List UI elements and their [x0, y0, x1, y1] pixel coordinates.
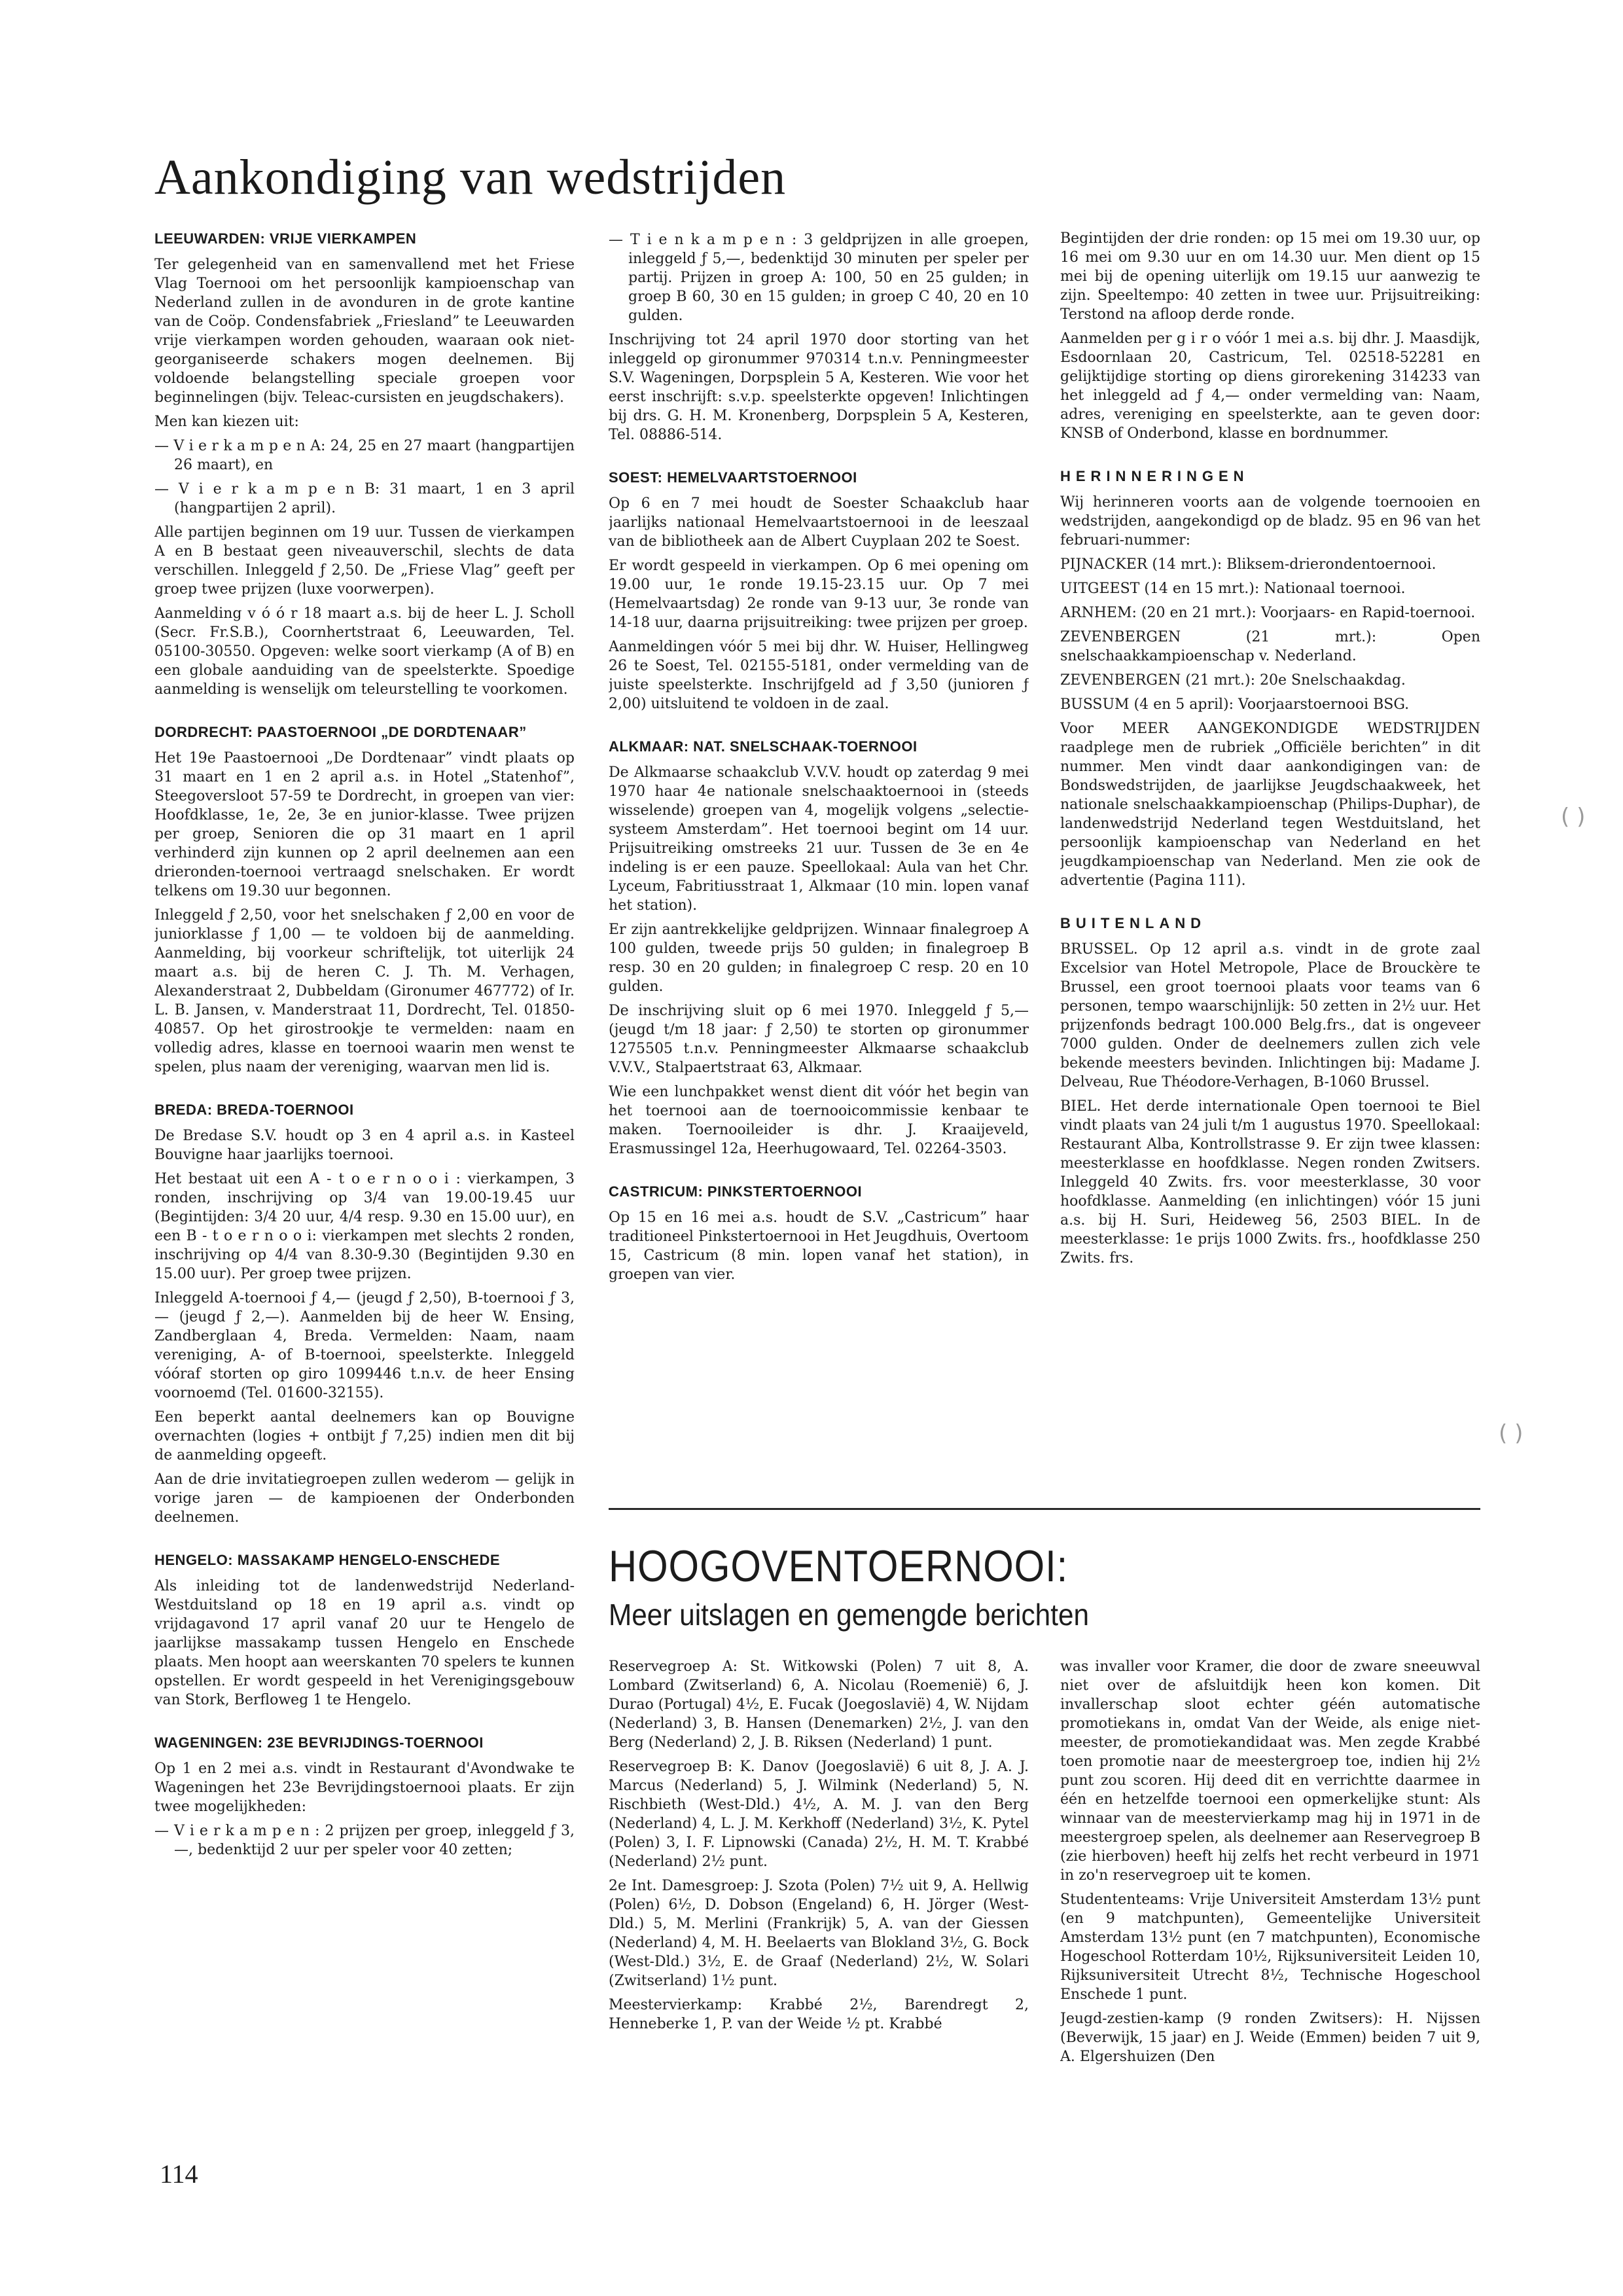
section-heading: HENGELO: MASSAKAMP HENGELO-ENSCHEDE — [154, 1552, 501, 1568]
paragraph: Reservegroep A: St. Witkowski (Polen) 7 uit 8, A. Lombard (Zwitserland) 6, A. Nicolau (Roemenië) 6, J. Durao (Portugal) 4½, E. Fucak (Joegoslavië) 4, W. Nijdam (Nederland) 3, B. Hansen (Denemarken) 2½, J. van den Berg (Nederland) 2, J. B. Riksen (Nederland) 1 punt. — [609, 1659, 1029, 1751]
paragraph: Inschrijving tot 24 april 1970 door storting van het inleggeld op gironummer 970314 t.n.v. Penningmeester S.V. Wageningen, Dorpsplein 5 A, Kesteren. Wie voor het eerst inschrijft: s.v.p. speelsterkte opgeven! Inlichtingen bij drs. G. H. M. Kronenberg, Dorpsplein 5 A, Kesteren, Tel. 08886-514. — [609, 332, 1029, 443]
section-heading: CASTRICUM: PINKSTERTOERNOOI — [609, 1183, 863, 1200]
article-section — [1060, 914, 1480, 1268]
section-divider — [609, 1508, 1480, 1510]
paragraph: ZEVENBERGEN (21 mrt.): Open snelschaakkampioenschap v. Nederland. — [1060, 629, 1480, 664]
article-section — [609, 1657, 1029, 2034]
paragraph: Aanmelding v ó ó r 18 maart a.s. bij de heer L. J. Scholl (Secr. Fr.S.B.), Coornhertstraat 6, Leeuwarden, Tel. 05100-30550. Opgeven: welke soort vierkamp (A of B) en een globale aanduiding van de speelsterkte. Spoedige aanmelding is wenselijk om teleurstelling te voorkomen. — [154, 605, 575, 698]
article-section — [154, 1551, 575, 1710]
paragraph: Er wordt gespeeld in vierkampen. Op 6 mei opening om 19.00 uur, 1e ronde 19.15-23.15 uur. Op 7 mei (Hemelvaartsdag) 2e ronde van 9-13 uur, 3e ronde van 14-18 uur, daarna prijsuitreiking: twee prijzen per groep. — [609, 558, 1029, 631]
section-heading: BREDA: BREDA-TOERNOOI — [154, 1102, 354, 1118]
hoogoven-subtitle: Meer uitslagen en gemengde berichten — [609, 1598, 1090, 1632]
paragraph: — V i e r k a m p e n : 2 prijzen per groep, inleggeld ƒ 3,—, bedenktijd 2 uur per speler voor 40 zetten; — [154, 1823, 575, 1858]
page-number: 114 — [160, 2159, 198, 2189]
paragraph: De Bredase S.V. houdt op 3 en 4 april a.s. in Kasteel Bouvigne haar jaarlijks toernooi. — [154, 1128, 575, 1163]
paragraph: Op 6 en 7 mei houdt de Soester Schaakclub haar jaarlijks nationaal Hemelvaartstoernooi in de leeszaal van de bibliotheek aan de Albert Cuyplaan 202 te Soest. — [609, 495, 1029, 550]
article-section — [1060, 467, 1480, 890]
paragraph: — T i e n k a m p e n : 3 geldprijzen in alle groepen, inleggeld ƒ 5,—, bedenktijd 30 minuten per speler per partij. Prijzen in groep A: 100, 50 en 25 gulden; in groep B 60, 30 en 15 gulden; in groep C 40, 20 en 10 gulden. — [609, 232, 1029, 324]
paragraph: Voor MEER AANGEKONDIGDE WEDSTRIJDEN raadplege men de rubriek „Officiële berichten” in dit nummer. Men vindt daar aankondigingen van: de Bondswedstrijden, de jaarlijkse Jeugdschaakweek, het nationale snelschaakkampioenschap (Philips-Duphar), de landenwedstrijd Nederland tegen Westduitsland, het persoonlijk kampioenschap van Nederland en het jeugdkampioenschap van Nederland. Men zie ook de advertentie (Pagina 111). — [1060, 721, 1480, 889]
hoogoven-column-1 — [609, 1657, 1029, 2194]
paragraph: Men kan kiezen uit: — [154, 414, 299, 430]
paragraph: Op 15 en 16 mei a.s. houdt de S.V. „Castricum” haar traditioneel Pinkstertoernooi in Het Jeugdhuis, Overtoom 15, Castricum (8 min. lopen vanaf het station), in groepen van vier. — [609, 1210, 1029, 1283]
article-section — [1060, 1657, 1480, 2066]
paragraph: Begintijden der drie ronden: op 15 mei om 19.30 uur, op 16 mei om 9.30 uur en om 14.30 uur. Men dient op 15 mei bij de opening uiterlijk om 19.15 uur aanwezig te zijn. Speeltempo: 40 zetten in twee uur. Prijsuitreiking: Terstond na afloop derde ronde. — [1060, 230, 1480, 323]
paragraph: Inleggeld ƒ 2,50, voor het snelschaken ƒ 2,00 en voor de juniorklasse ƒ 1,00 — te voldoen bij de aanmelding. Aanmelding, bij voorkeur schriftelijk, tot uiterlijk 24 maart a.s. bij de heren C. J. Th. M. Verhagen, Alexanderstraat 2, Dubbeldam (Gironumer 467772) of Ir. L. B. Jansen, v. Manderstraat 11, Dordrecht, Tel. 01850-40857. Op het girostrookje te vermelden: naam en volledig adres, klasse en toernooi waarin men wenst te spelen, plus naam der vereniging, waarvan men lid is. — [154, 907, 575, 1075]
article-section — [154, 229, 575, 699]
column-2 — [609, 230, 1029, 1533]
paragraph: — V i e r k a m p e n A: 24, 25 en 27 maart (hangpartijen 26 maart), en — [154, 438, 575, 473]
paragraph: Een beperkt aantal deelnemers kan op Bouvigne overnachten (logies + ontbijt ƒ 7,25) indien men dit bij de aanmelding opgeeft. — [154, 1409, 575, 1463]
article-section — [154, 1733, 575, 1859]
paragraph: Aan de drie invitatiegroepen zullen wederom — gelijk in vorige jaren — de kampioenen der Onderbonden deelnemen. — [154, 1471, 575, 1526]
hoogoven-title: HOOGOVENTOERNOOI: — [609, 1541, 1069, 1591]
paragraph: Aanmelden per g i r o vóór 1 mei a.s. bij dhr. J. Maasdijk, Esdoornlaan 20, Castricum, Tel. 02518-52281 en gelijktijdige storting op diens girorekening 314233 van het inleggeld ad ƒ 4,— onder vermelding van: Naam, adres, vereniging en speelsterkte, aan te geven door: KNSB of Onderbond, klasse en bordnummer. — [1060, 331, 1480, 442]
hoogoven-column-2 — [1060, 1657, 1480, 2194]
section-heading: HERINNERINGEN — [1060, 468, 1249, 484]
paragraph: Wie een lunchpakket wenst dient dit vóór het begin van het toernooi aan de toernooicommissie kenbaar te maken. Toernooileider is dhr. J. Kraaijeveld, Erasmussingel 12a, Heerhugowaard, Tel. 02264-3503. — [609, 1084, 1029, 1157]
paragraph: Wij herinneren voorts aan de volgende toernooien en wedstrijden, aangekondigd op de bladz. 95 en 96 van het februari-nummer: — [1060, 494, 1480, 548]
margin-mark: ( ) — [1561, 804, 1586, 830]
article-section — [609, 230, 1029, 444]
paragraph: BIEL. Het derde internationale Open toernooi te Biel vindt plaats van 24 juli t/m 1 augustus 1970. Speellokaal: Restaurant Alba, Kontrollstrasse 9. Er zijn twee klassen: meesterklasse en hoofdklasse. Negen ronden Zwitsers. Inleggeld 40 Zwits. frs. voor meesterklasse, 30 voor hoofdklasse. Aanmelding (en inlichtingen) vóór 15 juni a.s. bij H. Suri, Heideweg 56, 2503 BIEL. In de meesterklasse: 1e prijs 1000 Zwits. frs., hoofdklasse 250 Zwits. frs. — [1060, 1098, 1480, 1266]
column-3 — [1060, 229, 1480, 1338]
section-heading: BUITENLAND — [1060, 915, 1206, 931]
paragraph: Het bestaat uit een A - t o e r n o o i : vierkampen, 3 ronden, inschrijving op 3/4 van 19.00-19.45 uur (Begintijden: 3/4 20 uur, 4/4 resp. 9.30 en 15.00 uur), en een B - t o e r n o o i: vierkampen met slechts 2 ronden, inschrijving op 4/4 van 8.30-9.30 (Begintijden 9.30 en 15.00 uur). Per groep twee prijzen. — [154, 1171, 575, 1282]
paragraph: ZEVENBERGEN (21 mrt.): 20e Snelschaakdag. — [1060, 672, 1406, 689]
paragraph: BRUSSEL. Op 12 april a.s. vindt in de grote zaal Excelsior van Hotel Metropole, Place de Brouckère te Brussel, een groot toernooi plaats voor teams van 6 personen, tempo waarschijnlijk: 50 zetten in 2½ uur. Het prijzenfonds bedragt 100.000 Belg.frs., dat is ongeveer 7000 gulden. Onder de deelnemers zullen zich vele bekende meesters bevinden. Inlichtingen bij: Madame J. Delveau, Rue Théodore-Verhagen, B-1060 Brussel. — [1060, 941, 1480, 1090]
section-heading: LEEUWARDEN: VRIJE VIERKAMPEN — [154, 230, 417, 247]
paragraph: Op 1 en 2 mei a.s. vindt in Restaurant d'Avondwake te Wageningen het 23e Bevrijdingstoernooi plaats. Er zijn twee mogelijkheden: — [154, 1761, 575, 1815]
paragraph: Er zijn aantrekkelijke geldprijzen. Winnaar finalegroep A 100 gulden, tweede prijs 50 gulden; in finalegroep B resp. 30 en 20 gulden; in finalegroep C resp. 20 en 10 gulden. — [609, 922, 1029, 995]
paragraph: ARNHEM: (20 en 21 mrt.): Voorjaars- en Rapid-toernooi. — [1060, 605, 1476, 621]
paragraph: Alle partijen beginnen om 19 uur. Tussen de vierkampen A en B bestaat geen niveauverschil, slechts de data verschillen. Inleggeld ƒ 2,50. De „Friese Vlag” geeft per groep twee prijzen (luxe voorwerpen). — [154, 524, 575, 598]
section-heading: SOEST: HEMELVAARTSTOERNOOI — [609, 469, 857, 486]
paragraph: — V i e r k a m p e n B: 31 maart, 1 en 3 april (hangpartijen 2 april). — [154, 481, 575, 516]
section-heading: DORDRECHT: PAASTOERNOOI „DE DORDTENAAR” — [154, 724, 527, 740]
paragraph: UITGEEST (14 en 15 mrt.): Nationaal toernooi. — [1060, 581, 1406, 597]
paragraph: Jeugd-zestien-kamp (9 ronden Zwitsers): H. Nijssen (Beverwijk, 15 jaar) en J. Weide (Emmen) beiden 7 uit 9, A. Elgershuizen (Den — [1060, 2011, 1480, 2065]
article-section — [154, 723, 575, 1077]
paragraph: De inschrijving sluit op 6 mei 1970. Inleggeld ƒ 5,— (jeugd t/m 18 jaar: ƒ 2,50) te storten op gironummer 1275505 t.n.v. Penningmeester Alkmaarse schaakclub V.V.V., Stalpaertstraat 63, Alkmaar. — [609, 1003, 1029, 1076]
paragraph: Het 19e Paastoernooi „De Dordtenaar” vindt plaats op 31 maart en 1 en 2 april a.s. in Hotel „Statenhof”, Steegoversloot 57-59 te Dordrecht, in groepen van vier: Hoofdklasse, 1e, 2e, 3e en junior-klasse. Twee prijzen per groep, Senioren die op 31 maart en 1 april verhinderd zijn kunnen op 2 april deelnemen aan een drieronden-toernooi vertraagd snelschaken. Er wordt telkens om 19.30 uur begonnen. — [154, 750, 575, 899]
paragraph: Meestervierkamp: Krabbé 2½, Barendregt 2, Henneberke 1, P. van der Weide ½ pt. Krabbé — [609, 1997, 1029, 2032]
section-heading: WAGENINGEN: 23E BEVRIJDINGS-TOERNOOI — [154, 1734, 484, 1751]
paragraph: Reservegroep B: K. Danov (Joegoslavië) 6 uit 8, J. A. J. Marcus (Nederland) 5, J. Wilmink (Nederland) 5, N. Rischbieth (West-Dld.) 4½, A. M. J. van den Berg (Nederland) 4, L. J. M. Kerkhoff (Nederland) 3½, K. Pytel (Polen) 3, I. F. Lipnowski (Canada) 2½, H. M. T. Krabbé (Nederland) 2½ punt. — [609, 1759, 1029, 1870]
article-section — [1060, 229, 1480, 443]
article-section — [609, 468, 1029, 713]
paragraph: Studententeams: Vrije Universiteit Amsterdam 13½ punt (en 9 matchpunten), Gemeentelijke Universiteit Amsterdam 13½ punt (en 7 matchpunten), Economische Hogeschool Rotterdam 10½, Rijksuniversiteit Leiden 10, Rijksuniversiteit Utrecht 8½, Technische Hogeschool Enschede 1 punt. — [1060, 1892, 1480, 2003]
paragraph: Aanmeldingen vóór 5 mei bij dhr. W. Huiser, Hellingweg 26 te Soest, Tel. 02155-5181, onder vermelding van de juiste speelsterkte. Inschrijfgeld ad ƒ 3,50 (junioren ƒ 2,00) uitsluitend te voldoen in de zaal. — [609, 639, 1029, 712]
paragraph: 2e Int. Damesgroep: J. Szota (Polen) 7½ uit 9, A. Hellwig (Polen) 6½, D. Dobson (Engeland) 6, H. Jörger (West-Dld.) 5, M. Merlini (Frankrijk) 5, A. van der Giessen (Nederland) 4, M. H. Beelaerts van Blokland 3½, G. Bock (West-Dld.) 3½, E. de Graaf (Nederland) 2½, W. Solari (Zwitserland) 1½ punt. — [609, 1878, 1029, 1989]
article-section — [609, 737, 1029, 1158]
article-section — [154, 1100, 575, 1527]
paragraph: PIJNACKER (14 mrt.): Bliksem-drierondentoernooi. — [1060, 556, 1436, 573]
paragraph: BUSSUM (4 en 5 april): Voorjaarstoernooi BSG. — [1060, 696, 1410, 713]
page-title: Aankondiging van wedstrijden — [154, 150, 787, 205]
paragraph: Ter gelegenheid van en samenvallend met het Friese Vlag Toernooi om het persoonlijk kampioenschap van Nederland zullen in de avonduren in de grote kantine van de Coöp. Condensfabriek „Friesland” te Leeuwarden vrije vierkampen worden gehouden, waaraan ook niet-georganiseerde schakers mogen deelnemen. Bij voldoende belangstelling speciale groepen voor beginnelingen (bijv. Teleac-cursisten en jeugdschakers). — [154, 257, 575, 406]
paragraph: De Alkmaarse schaakclub V.V.V. houdt op zaterdag 9 mei 1970 haar 4e nationale snelschaaktoernooi in (steeds wisselende) groepen van 4, mogelijk volgens „selectie-systeem Amsterdam”. Het toernooi begint om 14 uur. Prijsuitreiking omstreeks 21 uur. Tussen de 3e en 4e indeling is er een pauze. Speellokaal: Aula van het Chr. Lyceum, Fabritiusstraat 1, Alkmaar (10 min. lopen vanaf het station). — [609, 764, 1029, 914]
section-heading: ALKMAAR: NAT. SNELSCHAAK-TOERNOOI — [609, 738, 918, 755]
column-1 — [154, 229, 575, 2121]
paragraph: was invaller voor Kramer, die door de zware sneeuwval niet over de afsluitdijk heen kon komen. Dit invallerschap sloot echter géén automatische promotiekans in, omdat Van der Weide, als enige niet-meester, de promotiekandidaat was. Men zegde Krabbé toen promotie naar de meestergroep toe, indien hij 2½ punt zou scoren. Hij deed dit en verrichtte daarmee in één en hetzelfde toernooi een opmerkelijke stunt: Als winnaar van de meestervierkamp mag hij in 1971 in de meestergroep spelen, als deelnemer aan Reservegroep B (zie hierboven) heeft hij zelfs het recht verbeurd in 1971 in zo'n reservegroep uit te komen. — [1060, 1659, 1480, 1884]
margin-mark: ( ) — [1499, 1420, 1524, 1446]
paragraph: Inleggeld A-toernooi ƒ 4,— (jeugd ƒ 2,50), B-toernooi ƒ 3,— (jeugd ƒ 2,—). Aanmelden bij de heer W. Ensing, Zandberglaan 4, Breda. Vermelden: Naam, naam vereniging, A- of B-toernooi, speelsterkte. Inleggeld vóóraf storten op giro 1099446 t.n.v. de heer Ensing voornoemd (Tel. 01600-32155). — [154, 1290, 575, 1401]
article-section — [609, 1182, 1029, 1284]
paragraph: Als inleiding tot de landenwedstrijd Nederland-Westduitsland op 18 en 19 april a.s. vindt op vrijdagavond 17 april vanaf 20 uur te Hengelo de jaarlijkse massakamp tussen Hengelo en Enschede plaats. Men hoopt aan weerskanten 70 spelers te kunnen opstellen. Er wordt gespeeld in het Verenigingsgebouw van Stork, Berfloweg 1 te Hengelo. — [154, 1578, 575, 1708]
